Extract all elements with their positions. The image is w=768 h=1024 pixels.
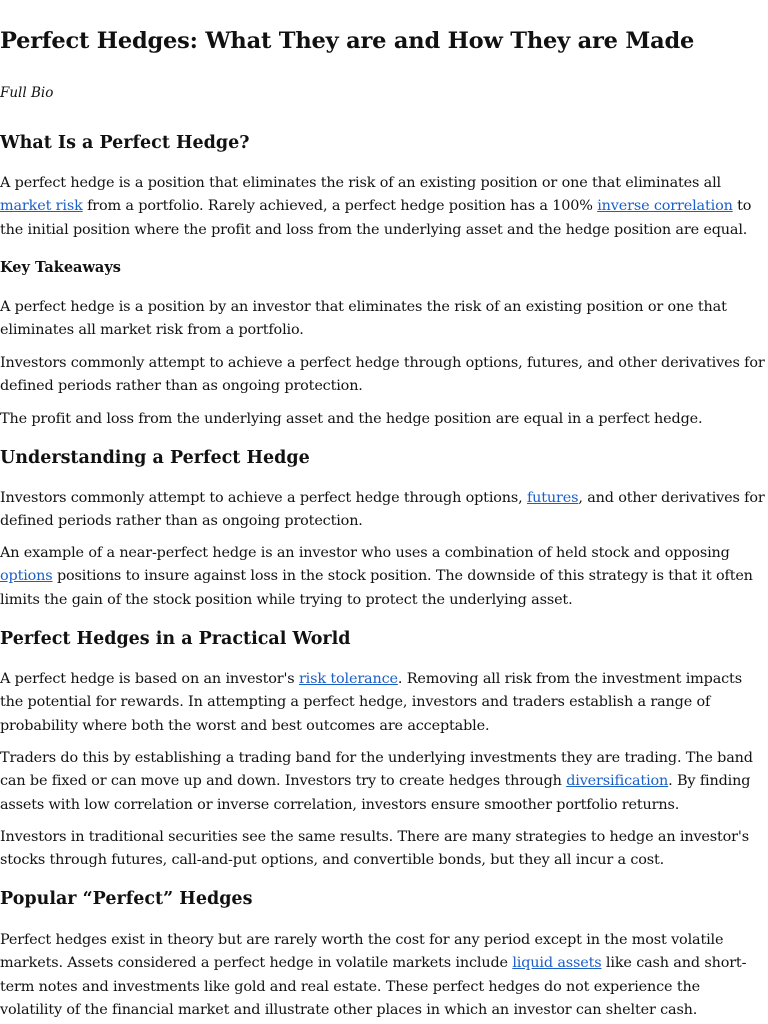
link-diversification[interactable]: diversification: [566, 773, 669, 790]
text-run: Investors commonly attempt to achieve a perfect hedge through options,: [0, 490, 527, 506]
link-risk-tolerance[interactable]: risk tolerance: [298, 671, 398, 687]
section-heading-popular-hedges: Popular “Perfect” Hedges: [0, 889, 253, 909]
paragraph-definition: [0, 172, 766, 242]
text-run: to the initial position where the profit and loss from the underlying asset and the hedge position are equal.: [0, 198, 752, 238]
link-market-risk[interactable]: market risk: [0, 198, 83, 215]
paragraph-popular-1: [0, 929, 766, 1023]
takeaway-item: A perfect hedge is a position by an investor that eliminates the risk of an existing position or one that eliminates all market risk from a portfolio.: [0, 299, 727, 339]
author-bio-link[interactable]: Full Bio: [0, 85, 54, 101]
text-run: , and other derivatives for defined periods rather than as ongoing protection.: [0, 490, 765, 530]
key-takeaways-heading: Key Takeaways: [0, 259, 121, 276]
text-run: positions to insure against loss in the stock position. The downside of this strategy is that it often limits the gain of the stock position while trying to protect the underlying asset.: [0, 568, 753, 608]
takeaway-item: Investors commonly attempt to achieve a perfect hedge through options, futures, and other derivatives for defined periods rather than as ongoing protection.: [0, 355, 765, 395]
section-heading-what-is: What Is a Perfect Hedge?: [0, 133, 250, 153]
text-run: like cash and short-term notes and investments like gold and real estate. These perfect hedges do not experience the volatility of the financial market and illustrate other places in which an investor can shelter cash.: [0, 955, 747, 1019]
section-heading-understanding: Understanding a Perfect Hedge: [0, 448, 310, 468]
link-liquid-assets[interactable]: liquid assets: [512, 955, 602, 972]
paragraph-practical-2: [0, 747, 766, 817]
text-run: An example of a near-perfect hedge is an investor who uses a combination of held stock and opposing: [0, 545, 730, 561]
text-run: A perfect hedge is based on an investor's: [0, 671, 299, 687]
paragraph-practical-1: [0, 668, 766, 738]
paragraph-practical-3: Investors in traditional securities see the same results. There are many strategies to hedge an investor's stocks through futures, call-and-put options, and convertible bonds, but they all incur a cost.: [0, 829, 749, 869]
section-heading-practical-world: Perfect Hedges in a Practical World: [0, 629, 351, 649]
text-run: . By finding assets with low correlation or inverse correlation, investors ensure smoother portfolio returns.: [0, 773, 751, 813]
takeaway-item: The profit and loss from the underlying asset and the hedge position are equal in a perfect hedge.: [0, 411, 703, 427]
text-run: . Removing all risk from the investment impacts the potential for rewards. In attempting a perfect hedge, investors and traders establish a range of probability where both the worst and best outcomes are acceptable.: [0, 671, 742, 734]
text-run: Perfect hedges exist in theory but are rarely worth the cost for any period except in the most volatile markets. Assets considered a perfect hedge in volatile markets include: [0, 932, 724, 972]
article-title: Perfect Hedges: What They are and How They are Made: [0, 28, 695, 54]
text-run: A perfect hedge is a position that eliminates the risk of an existing position or one that eliminates all: [0, 175, 722, 191]
paragraph-understanding-2: [0, 542, 766, 612]
link-inverse-correlation[interactable]: inverse correlation: [597, 198, 733, 215]
link-futures[interactable]: futures: [526, 490, 579, 506]
paragraph-understanding-1: [0, 487, 766, 534]
link-options[interactable]: options: [0, 568, 53, 585]
text-run: Traders do this by establishing a trading band for the underlying investments they are trading. The band can be fixed or can move up and down. Investors try to create hedges through: [0, 750, 753, 790]
text-run: from a portfolio. Rarely achieved, a perfect hedge position has a 100%: [82, 198, 598, 215]
